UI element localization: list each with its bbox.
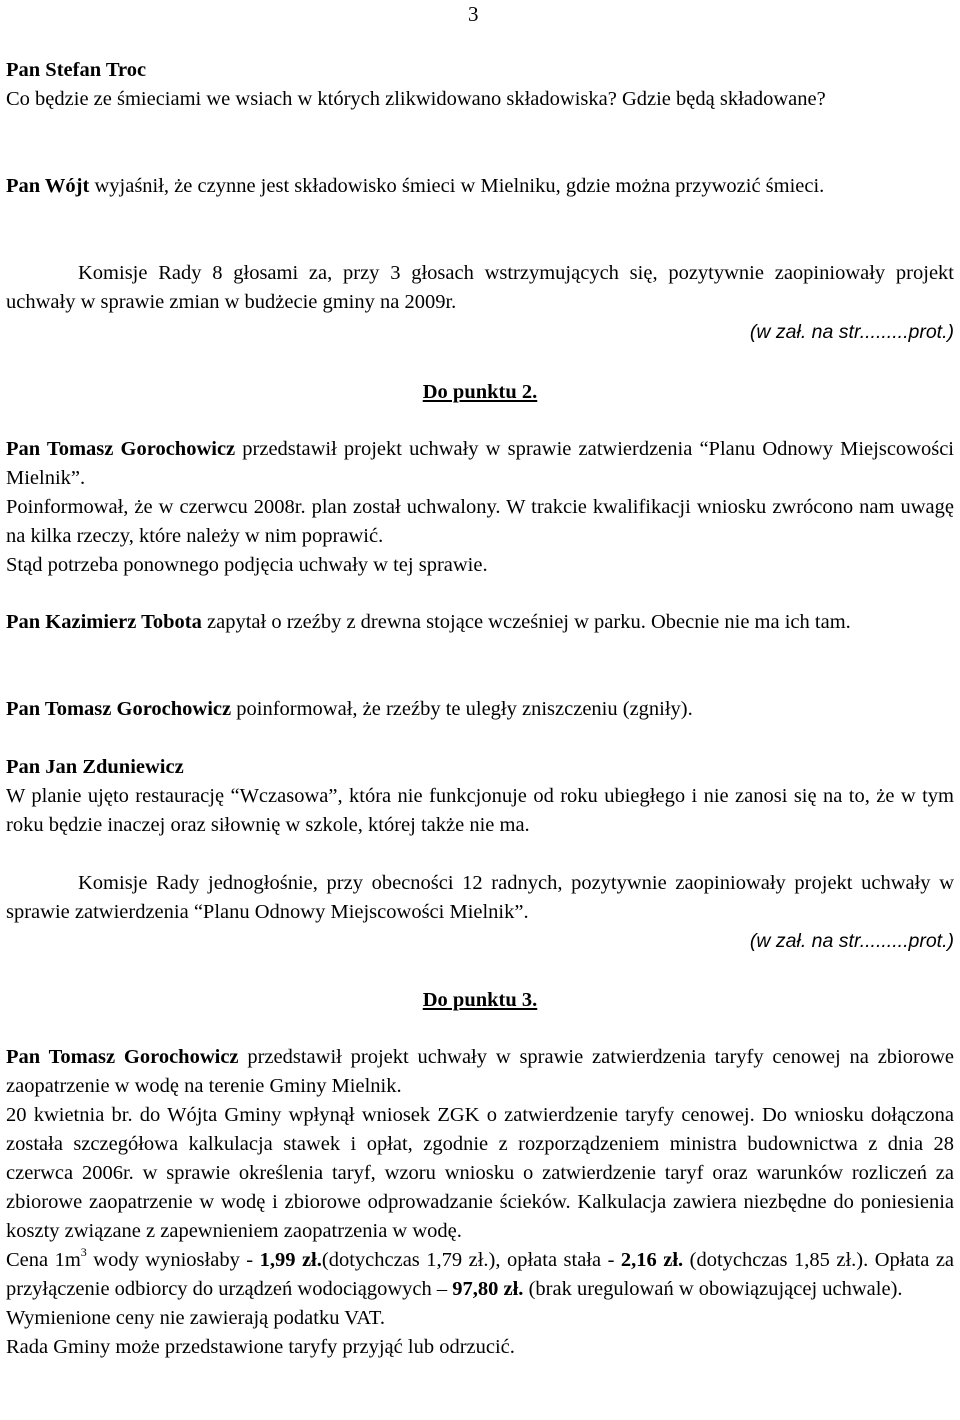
zduniewicz-block [6, 753, 954, 840]
attachment-note: (w zał. na str.........prot.) [749, 321, 954, 343]
superscript: 3 [80, 1245, 87, 1260]
gorochowicz-statement: przedstawił projekt uchwały w sprawie zatwierdzenia “Planu Odnowy Miejscowości Mielnik”. [6, 438, 954, 489]
water-price: 1,99 zł. [259, 1249, 322, 1271]
speaker-name: Pan Jan Zduniewicz [6, 756, 184, 778]
commission-opinion-text: Komisje Rady jednogłośnie, przy obecności 12 radnych, pozytywnie zaopiniowały projekt uchwały w sprawie zatwierdzenia “Planu Odnowy Miejscowości Mielnik”. [6, 872, 954, 923]
attachment-note-wrap-1 [6, 318, 954, 347]
tobota-question: zapytał o rzeźby z drewna stojące wcześniej w parku. Obecnie nie ma ich tam. [201, 611, 851, 633]
troc-question: Co będzie ze śmieciami we wsiach w których zlikwidowano składowiska? Gdzie będą składowane? [6, 88, 826, 110]
heading-2-wrap [6, 378, 954, 407]
price-details [6, 1246, 954, 1304]
gorochowicz-statement: przedstawił projekt uchwały w sprawie zatwierdzenia taryfy cenowej na zbiorowe zaopatrzenie w wodę na terenie Gminy Mielnik. [6, 1046, 954, 1097]
page-number: 3 [468, 2, 479, 26]
commission-opinion-text: Komisje Rady 8 głosami za, przy 3 głosach wstrzymujących się, pozytywnie zaopiniowały projekt uchwały w sprawie zmian w budżecie gminy na 2009r. [6, 262, 954, 313]
gorochowicz-info: Poinformował, że w czerwcu 2008r. plan został uchwalony. W trakcie kwalifikacji wniosku zwrócono nam uwagę na kilka rzeczy, które należy w nim poprawić. [6, 496, 954, 547]
section-heading: Do punktu 2. [422, 381, 538, 403]
wojt-block [6, 172, 954, 201]
attachment-note-wrap-2 [6, 927, 954, 956]
attachment-note: (w zał. na str.........prot.) [749, 930, 954, 952]
commission-opinion-1 [6, 259, 954, 317]
commission-opinion-2 [6, 869, 954, 927]
speaker-name: Pan Stefan Troc [6, 59, 147, 81]
gorochowicz-block-2 [6, 695, 954, 724]
troc-block [6, 56, 954, 114]
speaker-name: Pan Kazimierz Tobota [6, 611, 202, 633]
gorochowicz-reply: poinformował, że rzeźby te uległy zniszczeniu (zgniły). [231, 698, 693, 720]
connection-fee: 97,80 zł. [452, 1278, 524, 1300]
price-text: (dotychczas 1,79 zł.), opłata stała - [321, 1249, 621, 1271]
heading-3-wrap [6, 986, 954, 1015]
price-text: Cena 1m [6, 1249, 81, 1271]
speaker-name: Pan Tomasz Gorochowicz [6, 1046, 239, 1068]
zduniewicz-statement: W planie ujęto restaurację “Wczasowa”, która nie funkcjonuje od roku ubiegłego i nie zanosi się na to, że w tym roku będzie inaczej oraz siłownię w szkole, której także nie ma. [6, 785, 954, 836]
wojt-statement: wyjaśnił, że czynne jest składowisko śmieci w Mielniku, gdzie można przywozić śmieci. [89, 175, 825, 197]
council-decision-note: Rada Gminy może przedstawione taryfy przyjąć lub odrzucić. [6, 1336, 515, 1358]
gorochowicz-conclusion: Stąd potrzeba ponownego podjęcia uchwały w tej sprawie. [6, 554, 488, 576]
speaker-name: Pan Wójt [6, 175, 90, 197]
fixed-fee: 2,16 zł. [620, 1249, 684, 1271]
price-text: (dotychczas 1,85 zł.). Opłata za przyłączenie odbiorcy do urządzeń wodociągowych – [6, 1249, 955, 1300]
price-text: wody wyniosłaby - [86, 1249, 260, 1271]
gorochowicz-block-1 [6, 435, 954, 580]
speaker-name: Pan Tomasz Gorochowicz [6, 438, 236, 460]
tariff-application-text: 20 kwietnia br. do Wójta Gminy wpłynął wniosek ZGK o zatwierdzenie taryfy cenowej. Do wniosku dołączona została szczegółowa kalkulacja stawek i opłat, zgodnie z rozporządzeniem ministra budownictwa z dnia 28 czerwca 2006r. w sprawie określenia taryf, wzoru wniosku o zatwierdzenie taryf oraz warunków rozliczeń za zbiorowe zaopatrzenie w wodę i zbiorowe odprowadzanie ścieków. Kalkulacja zawiera niezbędne do poniesienia koszty związane z zapewnieniem zaopatrzenia w wodę. [6, 1104, 954, 1242]
section-heading: Do punktu 3. [422, 989, 538, 1011]
price-text: (brak uregulowań w obowiązującej uchwale). [523, 1278, 903, 1300]
gorochowicz-block-3 [6, 1043, 954, 1362]
speaker-name: Pan Tomasz Gorochowicz [6, 698, 232, 720]
vat-note: Wymienione ceny nie zawierają podatku VAT. [6, 1307, 386, 1329]
tobota-block [6, 608, 954, 637]
